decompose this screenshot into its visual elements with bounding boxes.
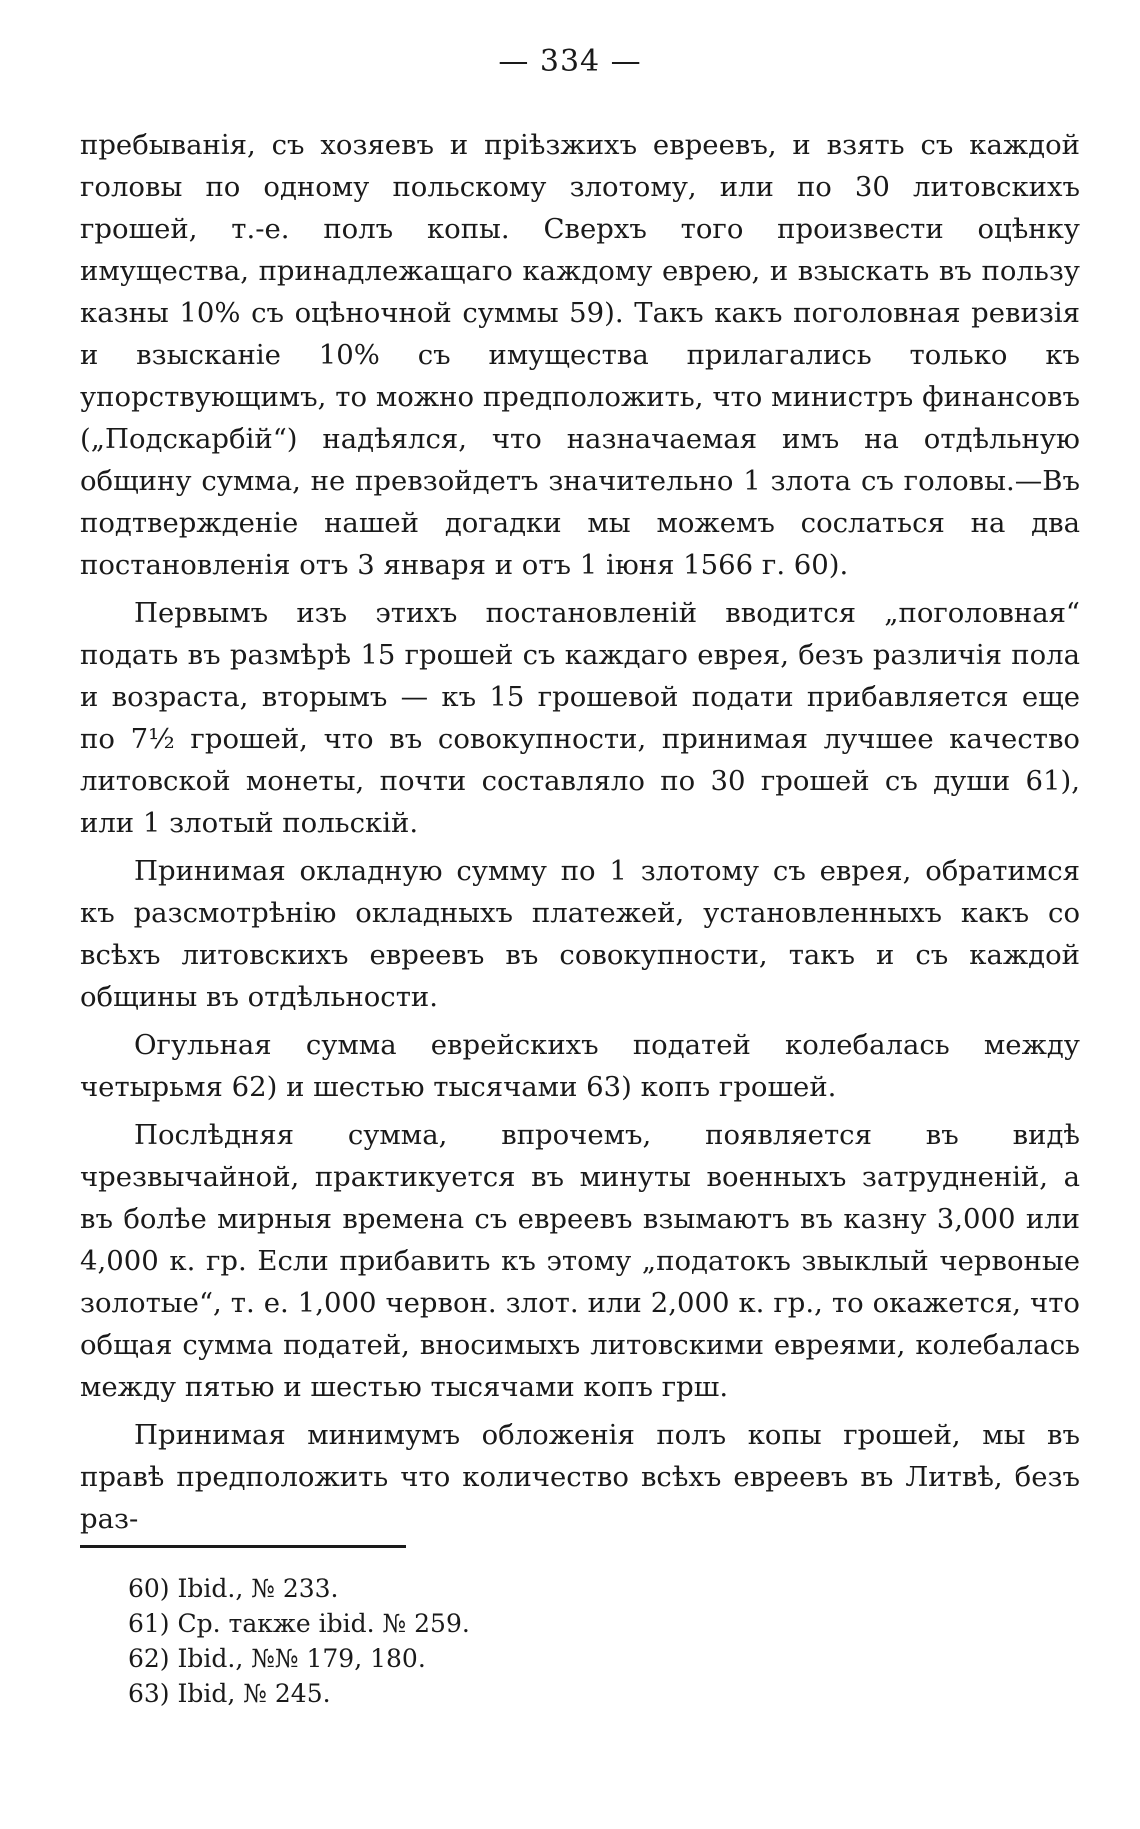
body-text: [80, 124, 1080, 1546]
footnote-divider: [80, 1545, 406, 1548]
paragraph-6: Принимая минимумъ обложенія полъ копы грошей, мы въ правѣ предположить что количество всѣхъ евреевъ въ Литвѣ, безъ раз-: [80, 1419, 1080, 1535]
paragraph-1: пребыванія, съ хозяевъ и пріѣзжихъ евреевъ, и взять съ каждой головы по одному польскому злотому, или по 30 литовскихъ грошей, т.-е. полъ копы. Сверхъ того произвести оцѣнку имущества, принадлежащаго каждому еврею, и взыскать въ пользу казны 10% съ оцѣночной суммы 59). Такъ какъ поголовная ревизія и взысканіе 10% съ имущества прилагались только къ упорствующимъ, то можно предположить, что министръ финансовъ („Подскарбій“) надѣялся, что назначаемая имъ на отдѣльную общину сумма, не превзойдетъ значительно 1 злота съ головы.—Въ подтвержденіе нашей догадки мы можемъ сослаться на два постановленія отъ 3 января и отъ 1 іюня 1566 г. 60).: [80, 129, 1080, 581]
footnote-61: 61) Ср. также ibid. № 259.: [128, 1609, 470, 1638]
footnotes: [128, 1571, 828, 1711]
page-number: — 334 —: [498, 44, 642, 79]
paragraph-3: Принимая окладную сумму по 1 злотому съ еврея, обратимся къ разсмотрѣнію окладныхъ платежей, установленныхъ какъ со всѣхъ литовскихъ евреевъ въ совокупности, такъ и съ каждой общины въ отдѣльности.: [80, 855, 1080, 1013]
paragraph-2: Первымъ изъ этихъ постановленій вводится „поголовная“ подать въ размѣрѣ 15 грошей съ каждаго еврея, безъ различія пола и возраста, вторымъ — къ 15 грошевой подати прибавляется еще по 7½ грошей, что въ совокупности, принимая лучшее качество литовской монеты, почти составляло по 30 грошей съ души 61), или 1 злотый польскій.: [80, 597, 1080, 839]
footnote-62: 62) Ibid., №№ 179, 180.: [128, 1644, 426, 1673]
footnote-63: 63) Ibid, № 245.: [128, 1679, 331, 1708]
paragraph-5: Послѣдняя сумма, впрочемъ, появляется въ видѣ чрезвычайной, практикуется въ минуты военныхъ затрудненій, а въ болѣе мирныя времена съ евреевъ взымаютъ въ казну 3,000 или 4,000 к. гр. Если прибавить къ этому „податокъ звыклый червоные золотые“, т. е. 1,000 червон. злот. или 2,000 к. гр., то окажется, что общая сумма податей, вносимыхъ литовскими евреями, колебалась между пятью и шестью тысячами копъ грш.: [80, 1119, 1080, 1403]
paragraph-4: Огульная сумма еврейскихъ податей колебалась между четырьмя 62) и шестью тысячами 63) копъ грошей.: [80, 1029, 1080, 1103]
footnote-60: 60) Ibid., № 233.: [128, 1574, 339, 1603]
